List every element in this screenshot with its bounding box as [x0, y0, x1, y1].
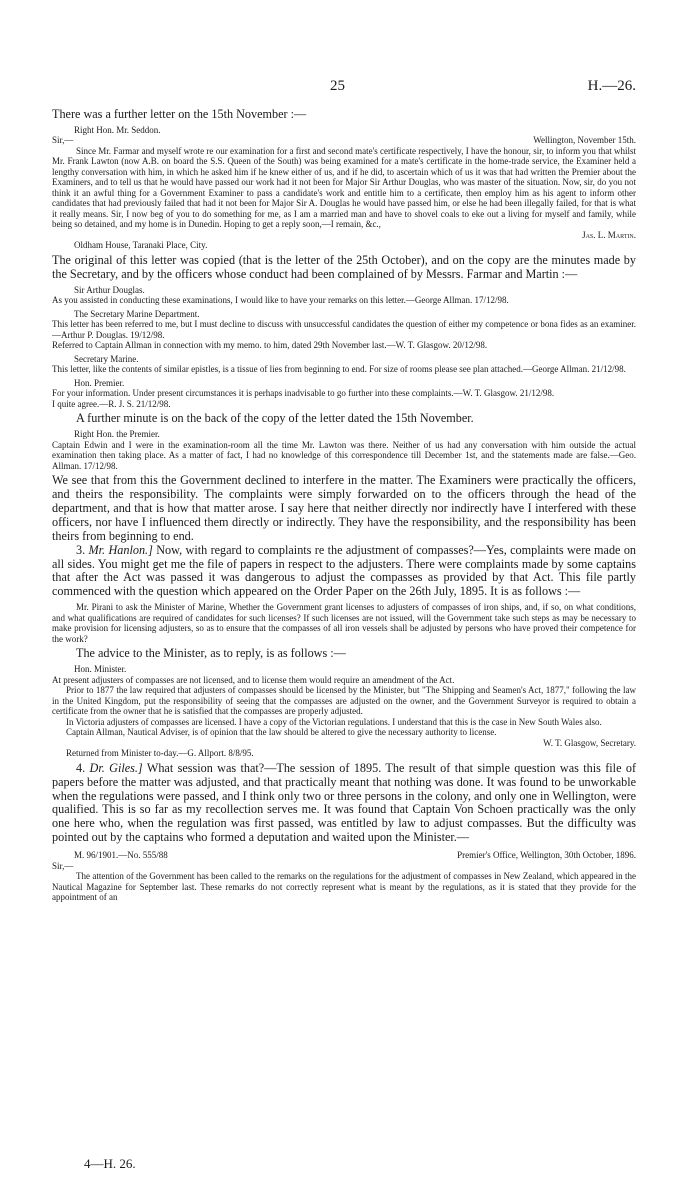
original-paragraph: The original of this letter was copied (that is the letter of the 25th October), and on the copy are the minutes made by the Secretary, and by the officers whose conduct had been complained of by Messrs. Farmar and Martin :—: [52, 252, 636, 281]
memo-text: In Victoria adjusters of compasses are licensed. I have a copy of the Victorian regulations. I understand that this is the case in New South Wales also.: [66, 716, 602, 727]
martin-letter: [52, 125, 636, 251]
advice-paragraph: The advice to the Minister, as to reply, is as follows :—: [76, 646, 346, 661]
minute-text: As you assisted in conducting these examinations, I would like to have your remarks on this letter.—George Allman. 17/12/98.: [52, 295, 509, 306]
question-number: 3.: [76, 542, 86, 557]
further-minute-paragraph: A further minute is on the back of the copy of the letter dated the 15th November.: [76, 411, 474, 426]
question-speaker: Mr. Hanlon.]: [88, 542, 153, 557]
memo-addressee: Hon. Minister.: [74, 664, 127, 675]
document-reference: H.—26.: [587, 78, 636, 94]
page-number: 25: [330, 78, 345, 94]
letter-body: Since Mr. Farmar and myself wrote re our examination for a first and second mate's certificate respectively, I have the honour, sir, to inform you that whilst Mr. Frank Lawton (now A.B. on board the S.S. Queen of the South) was being examined for a mate's certificate in the home-trade service, the Examiner held a lengthy conversation with him, in which he asked him if he knew either of us, and if he did, to ascertain which of us it was that had written the Premier about the Examiners, and to tell us that he would have passed our work had it not been for Major Sir Arthur Douglas, who was master of the situation. Now, sir, do you not think it an awful thing for a Government Examiner to pass a candidate's work and entitle him to a certificate, then employ him as his agent to inform other candidates that had previously failed that had it not been for Major Sir A. Douglas he would have passed him, or else he had been illegally failed, for that is what it really means. Sir, I now beg of you to do something for me, as I am a married man and have to shovel coals to eke out a living for myself and family, while being so detained, and my home is in Dunedin. Hoping to get a reply soon,—I remain, &c.,: [52, 145, 636, 230]
premier-letter: [52, 850, 636, 903]
minute-addressee: Hon. Premier.: [74, 377, 125, 388]
minute-text: This letter, like the contents of similar epistles, is a tissue of lies from beginning to end. For size of rooms please see plan attached.—George Allman. 21/12/98.: [52, 364, 626, 375]
intro-paragraph: There was a further letter on the 15th November :—: [52, 107, 307, 121]
minute-text: For your information. Under present circumstances it is perhaps inadvisable to go further into these complaints.—W. T. Glasgow. 21/12/98.: [52, 388, 555, 399]
minute-addressee: Right Hon. the Premier.: [74, 429, 160, 440]
question-text: What session was that?—The session of 1895. The result of that simple question was this file of papers before the matter was adjusted, and that practically meant that nothing was done. It was found to be unworkable when the regulations were passed, and I think only two or three persons in the colony, and only one in Wellington, were qualified. This is so far as my recollection serves me. It was found that Captain Von Schoen practically was the only one here who, when the regulation was first passed, was entitled by law to adjust compasses. But the difficulty was pointed out by the captains who formed a deputation and waited upon the Minister.—: [52, 760, 637, 845]
letter-place-date: Wellington, November 15th.: [533, 135, 636, 146]
minute-addressee: The Secretary Marine Department.: [74, 308, 200, 319]
letter-signature: Jas. L. Martin.: [582, 229, 636, 240]
memo-text: At present adjusters of compasses are not licensed, and to license them would require an amendment of the Act.: [52, 674, 455, 685]
letter-address: Oldham House, Taranaki Place, City.: [74, 240, 208, 251]
memo-text: Captain Allman, Nautical Adviser, is of opinion that the law should be altered to give the necessary authority to license.: [66, 727, 497, 738]
memo-text: Returned from Minister to-day.—G. Allport. 8/8/95.: [66, 748, 254, 759]
premier-letter-body: The attention of the Government has been called to the remarks on the regulations for the adjustment of compasses in New Zealand, which appeared in the Nautical Magazine for September last. These remarks do not correctly represent what is meant by the regulations, as it is stated that they provide for the appointment of an: [52, 871, 636, 903]
minutes-block: [52, 285, 636, 410]
premier-letter-ref: M. 96/1901.—No. 555/88: [74, 850, 168, 861]
minute-text: Referred to Captain Allman in connection with my memo. to him, dated 29th November last.—W. T. Glasgow. 20/12/98.: [52, 340, 488, 351]
minute-text: This letter has been referred to me, but I must decline to discuss with unsuccessful candidates the question of either my competence or bona fides as an examiner.—Arthur P. Douglas. 19/12/98.: [52, 319, 636, 340]
letter-salutation-row: [52, 135, 636, 146]
pirani-question: Mr. Pirani to ask the Minister of Marine, Whether the Government grant licenses to adjusters of compasses of iron ships, and, if so, on what conditions, and what qualifications are required of candidates for such licenses? If such licenses are not issued, will the Government take such steps as may be necessary to make provision for licensing adjusters, so as to ensure that the compasses of all iron vessels shall be adjusted by persons who have proved their competence for the work?: [52, 602, 636, 644]
question-text: Now, with regard to complaints re the adjustment of compasses?—Yes, complaints were made on all sides. You might get me the file of papers in respect to the adjusters. There were complaints made by some captains that after the Act was passed it was dangerous to adjust the compasses as provided by that Act. This file partly commenced with the question which appeared on the Order Paper on the 26th July, 1895. It is as follows :—: [52, 542, 637, 599]
premier-letter-place-date: Premier's Office, Wellington, 30th October, 1896.: [457, 850, 636, 861]
minute-addressee: Secretary Marine.: [74, 353, 139, 364]
signature-mark: 4—H. 26.: [84, 1156, 136, 1171]
minute-text: I quite agree.—R. J. S. 21/12/98.: [52, 398, 171, 409]
minister-memo: [52, 664, 636, 759]
memo-signature: W. T. Glasgow, Secretary.: [543, 737, 636, 748]
page-body: [52, 108, 636, 903]
we-see-paragraph: We see that from this the Government declined to interfere in the matter. The Examiners were practically the officers, and theirs the responsibility. The complaints were simply forwarded on to the officers through the head of the department, and that is how that matter arose. I say here that neither directly nor indirectly have I interfered with these officers, nor have I influenced them directly or indirectly. They have the responsibility, and the responsibility has been theirs from beginning to end.: [52, 473, 636, 543]
premier-letter-header: [52, 850, 636, 861]
minute-text: Captain Edwin and I were in the examination-room all the time Mr. Lawton was there. Neither of us had any conversation with him outside the actual examination then taking place. As a matter of fact, I had no knowledge of this correspondence till December 1st, and the statements made are false.—Geo. Allman. 17/12/98.: [52, 439, 636, 471]
question-number: 4.: [76, 760, 86, 775]
question-3: [52, 544, 636, 600]
memo-text: Prior to 1877 the law required that adjusters of compasses should be licensed by the Minister, but "The Shipping and Seamen's Act, 1877," following the law in the United Kingdom, put the responsibility of seeing that the compasses are adjusted on the owner, and the Government Surveyor is required to obtain a certificate from the owner that he is satisfied that the compasses are properly adjusted.: [52, 685, 636, 717]
premier-letter-salutation: Sir,—: [52, 860, 74, 871]
letter-addressee: Right Hon. Mr. Seddon.: [74, 124, 161, 135]
minute-addressee: Sir Arthur Douglas.: [74, 284, 145, 295]
letter-salutation: Sir,—: [52, 135, 74, 146]
question-speaker: Dr. Giles.]: [89, 760, 143, 775]
question-4: [52, 762, 636, 845]
